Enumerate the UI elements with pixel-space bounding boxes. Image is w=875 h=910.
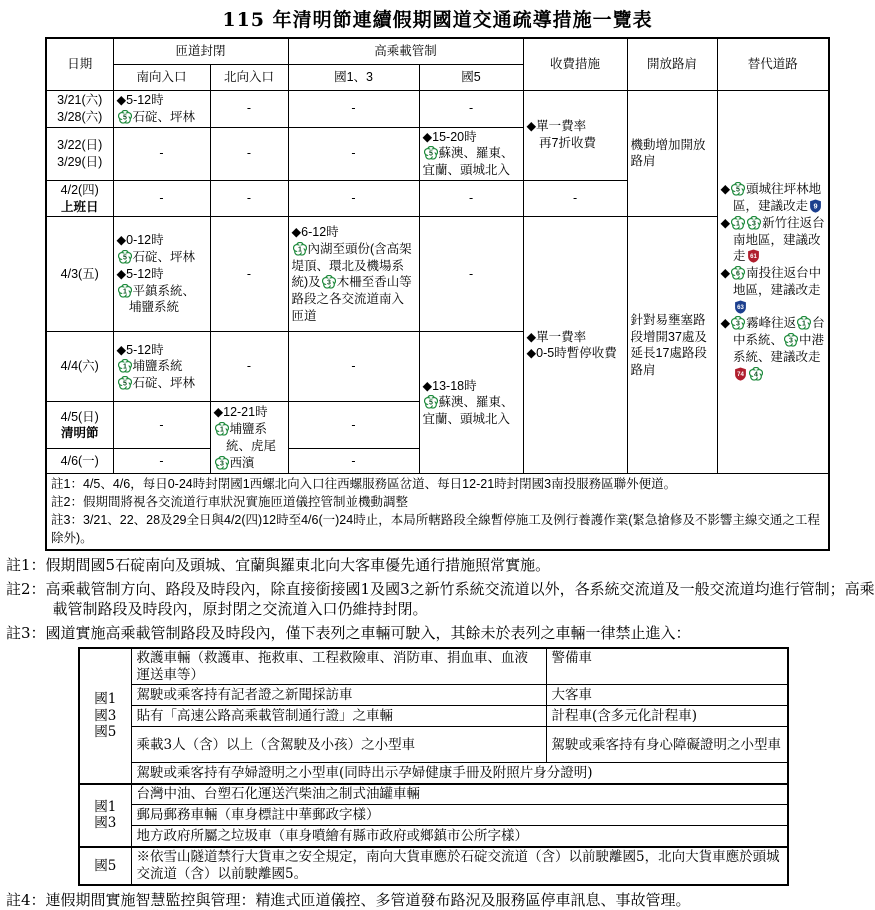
svg-text:5: 5	[428, 150, 433, 158]
cell-0402-toll: -	[523, 180, 627, 217]
svg-text:61: 61	[749, 254, 757, 261]
national-hwy-4-icon	[749, 367, 763, 381]
national-hwy-3-icon	[215, 456, 229, 470]
svg-text:5: 5	[122, 254, 127, 262]
cell-0403-n5: -	[419, 217, 523, 332]
cell-0403-south: ◆0-12時 5 石碇、坪林 ◆5-12時 1 平鎮系統、埔鹽系統	[113, 217, 210, 332]
national-hwy-1-icon	[118, 284, 132, 298]
national-hwy-3-icon	[784, 333, 798, 347]
national-hwy-5-icon	[118, 110, 132, 124]
cell-date-0406: 4/6(一)	[46, 449, 113, 474]
cell-date-0405: 4/5(日) 清明節	[46, 402, 113, 449]
table-footnote-2: 註2：假期間將視各交流道行車狀況實施匝道儀控管制並機動調整	[51, 495, 408, 509]
cell-0321-n13: -	[288, 90, 419, 127]
cell-date-0403: 4/3(五)	[46, 217, 113, 332]
svg-text:3: 3	[326, 279, 331, 287]
group-n13-label: 國1 國3	[79, 784, 131, 847]
cell-0322-n5: ◆15-20時 5 蘇澳、羅東、宜蘭、頭城北入	[419, 127, 523, 180]
cell-pregnancy-vehicles: 駕駛或乘客持有孕婦證明之小型車(同時出示孕婦健康手冊及附照片身分證明)	[131, 763, 788, 784]
cell-police-vehicles: 警備車	[546, 648, 788, 685]
table-footnote-1: 註1：4/5、4/6，每日0-24時封閉國1西螺北向入口往西螺服務區岔道、每日12-21時封閉國3南投服務區聯外便道。	[51, 477, 677, 492]
national-hwy-1-icon	[215, 422, 229, 436]
national-hwy-5-icon	[731, 182, 745, 196]
cell-date-0321: 3/21(六) 3/28(六)	[46, 90, 113, 127]
cell-postal-vehicles: 郵局郵務車輛（車身標註中華郵政字樣）	[131, 805, 788, 826]
cell-toll-discount: ◆單一費率 再7折收費	[523, 90, 627, 180]
cell-date-0402: 4/2(四) 上班日	[46, 180, 113, 217]
cell-taxis: 計程車(含多元化計程車)	[546, 706, 788, 727]
header-south-entrance: 南向入口	[113, 64, 210, 90]
header-toll: 收費措施	[523, 38, 627, 90]
svg-text:1: 1	[297, 246, 302, 254]
national-hwy-6-icon	[731, 266, 745, 280]
cell-0405-0406-north: ◆12-21時 1 埔鹽系統、虎尾 3 西濱	[210, 402, 288, 474]
cell-date-0404: 4/4(六)	[46, 332, 113, 402]
document-title: 115 年清明節連續假期國道交通疏導措施一覽表	[222, 9, 653, 31]
cell-rescue-vehicles: 救護車輛（救護車、拖救車、工程救險車、消防車、捐血車、血液運送車等）	[131, 648, 546, 685]
svg-text:9: 9	[813, 201, 818, 211]
cell-0403-n13: ◆6-12時 1 內湖至頭份(含高架堤頂、環北及機場系統)及 3 木柵至香山等路段之各交流道南入匝道	[288, 217, 419, 332]
national-hwy-5-icon	[424, 146, 438, 160]
cell-0405-south: -	[113, 402, 210, 449]
route-74-icon	[734, 367, 747, 381]
national-hwy-3-icon	[322, 275, 336, 289]
svg-text:1: 1	[802, 320, 807, 328]
cell-permit-vehicles: 貼有「高速公路高乘載管制通行證」之車輛	[131, 706, 546, 727]
svg-text:5: 5	[428, 399, 433, 407]
svg-text:63: 63	[737, 304, 744, 311]
cell-hov3-vehicles: 乘載3人（含）以上（含駕駛及小孩）之小型車	[131, 727, 546, 763]
svg-text:3: 3	[219, 459, 224, 467]
note-4: 註4：連假期間實施智慧監控與管理：精進式匝道儀控、多管道發布路況及服務區停車訊息、事故管理。	[6, 890, 691, 909]
national-hwy-3-icon	[731, 316, 745, 330]
cell-0322-north: -	[210, 127, 288, 180]
cell-date-0322: 3/22(日) 3/29(日)	[46, 127, 113, 180]
svg-text:5: 5	[122, 113, 127, 121]
cell-0402-south: -	[113, 180, 210, 217]
svg-text:5: 5	[736, 186, 741, 194]
table-footnote-3: 註3：3/21、22、28及29全日與4/2(四)12時至4/6(一)24時止，本局所轄路段全線暫停施工及例行養護作業(緊急搶修及不影響主線交通之工程除外)。	[51, 512, 820, 545]
header-north-entrance: 北向入口	[210, 64, 288, 90]
cell-0406-south: -	[113, 449, 210, 474]
svg-text:5: 5	[122, 380, 127, 388]
svg-text:4: 4	[754, 371, 758, 379]
svg-text:1: 1	[736, 220, 741, 228]
svg-text:1: 1	[122, 288, 127, 296]
cell-garbage-trucks: 地方政府所屬之垃圾車（車身噴繪有縣市政府或鄉鎮市公所字樣）	[131, 826, 788, 847]
header-shoulder: 開放路肩	[627, 38, 717, 90]
cell-0405-n13: -	[288, 402, 419, 449]
cell-0321-south: ◆5-12時 5 石碇、坪林	[113, 90, 210, 127]
cell-buses: 大客車	[546, 685, 788, 706]
cell-0322-south: -	[113, 127, 210, 180]
cell-0406-n13: -	[288, 449, 419, 474]
header-alt-roads: 替代道路	[717, 38, 829, 90]
group-n5-label: 國5	[79, 847, 131, 885]
cell-0321-north: -	[210, 90, 288, 127]
svg-text:3: 3	[789, 337, 793, 345]
national-hwy-5-icon	[424, 395, 438, 409]
vehicle-permission-table	[78, 647, 789, 886]
national-hwy-1-icon	[118, 359, 132, 373]
cell-0404-north: -	[210, 332, 288, 402]
national-hwy-3-icon	[747, 216, 761, 230]
cell-0402-n13: -	[288, 180, 419, 217]
cell-0404-south: ◆5-12時 1 埔鹽系統 5 石碇、坪林	[113, 332, 210, 402]
note-2: 註2：高乘載管制方向、路段及時段內，除直接銜接國1及國3之新竹系統交流道以外，各系統交流道及一般交流道均進行管制；高乘載管制路段及時段內，原封閉之交流道入口仍維持封閉。	[6, 580, 875, 619]
route-9-icon	[809, 199, 822, 213]
cell-press-vehicles: 駕駛或乘客持有記者證之新聞採訪車	[131, 685, 546, 706]
note-3: 註3：國道實施高乘載管制路段及時段內，僅下表列之車輛可駛入，其餘未於表列之車輛一律禁止進入：	[6, 624, 691, 643]
svg-text:6: 6	[736, 270, 741, 278]
svg-text:3: 3	[736, 320, 741, 328]
route-63-icon	[734, 300, 747, 314]
group-n135-label: 國1 國3 國5	[79, 648, 131, 784]
cell-0402-north: -	[210, 180, 288, 217]
cell-disability-vehicles: 駕駛或乘客持有身心障礙證明之小型車	[546, 727, 788, 763]
cell-shoulder-congestion: 針對易壅塞路段增開37處及延長17處路段路肩	[627, 217, 717, 474]
header-n13: 國1、3	[288, 64, 419, 90]
national-hwy-1-icon	[731, 216, 745, 230]
schedule-table	[45, 37, 830, 551]
national-hwy-5-icon	[118, 250, 132, 264]
svg-text:1: 1	[122, 363, 127, 371]
svg-text:74: 74	[737, 371, 744, 378]
national-hwy-1-icon	[293, 242, 307, 256]
table-footnotes	[46, 474, 829, 551]
cell-0403-north: -	[210, 217, 288, 332]
cell-0322-n13: -	[288, 127, 419, 180]
cell-alternative-roads: ◆ 5 頭城往坪林地區，建議改走 9 ◆ 1 3 新竹往返台南地區，建議改走 61 ◆ 6 南投往返台中地區，建議改走 63 ◆ 3 霧峰往返 1 台中系統、 3 中港系統、建議改走 74 4	[717, 90, 829, 474]
header-ramp-closure: 匝道封閉	[113, 38, 288, 64]
cell-truck-rule: ※依雪山隧道禁行大貨車之安全規定，南向大貨車應於石碇交流道（含）以前駛離國5，北向大貨車應於頭城交流道（含）以前駛離國5。	[131, 847, 788, 885]
national-hwy-5-icon	[118, 376, 132, 390]
svg-text:1: 1	[219, 426, 224, 434]
cell-shoulder-flex: 機動增加開放路肩	[627, 90, 717, 217]
cell-0321-n5: -	[419, 90, 523, 127]
header-n5: 國5	[419, 64, 523, 90]
cell-toll-holiday: ◆單一費率 ◆0-5時暫停收費	[523, 217, 627, 474]
cell-0404-0406-n5: ◆13-18時 5 蘇澳、羅東、宜蘭、頭城北入	[419, 332, 523, 474]
national-hwy-1-icon	[797, 316, 811, 330]
note-1: 註1：假期間國5石碇南向及頭城、宜蘭與羅東北向大客車優先通行措施照常實施。	[6, 556, 551, 575]
svg-text:3: 3	[752, 220, 757, 228]
route-61-icon	[747, 249, 760, 263]
header-date: 日期	[46, 38, 113, 90]
cell-0404-n13: -	[288, 332, 419, 402]
cell-fuel-tankers: 台灣中油、台塑石化運送汽柴油之制式油罐車輛	[131, 784, 788, 805]
cell-0402-n5: -	[419, 180, 523, 217]
header-hov-control: 高乘載管制	[288, 38, 523, 64]
